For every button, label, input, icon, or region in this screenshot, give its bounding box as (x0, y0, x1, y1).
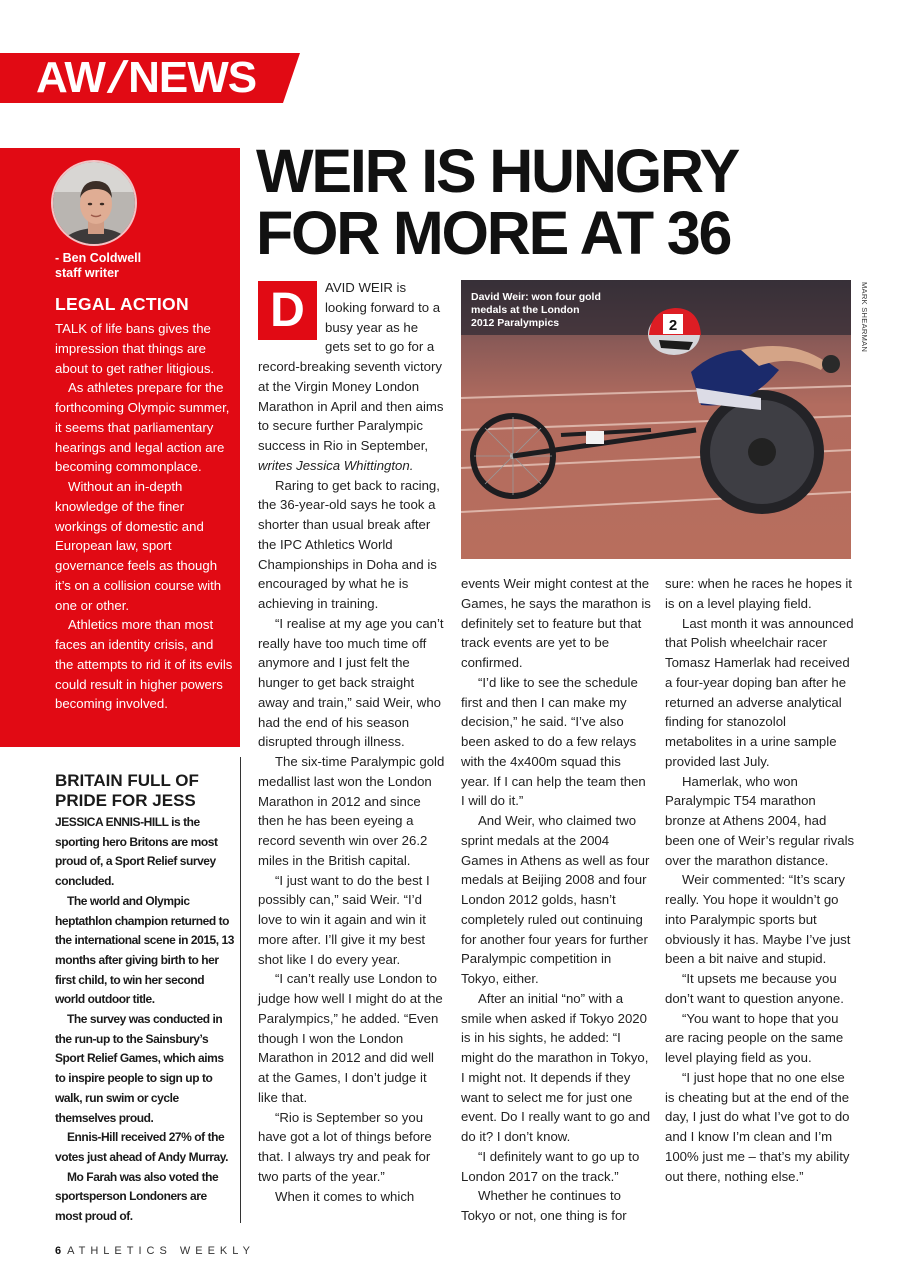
lead-paragraph: AVID WEIR is looking forward to a busy year as he gets set to go for a (325, 280, 441, 355)
article-paragraph: “I definitely want to go up to London 2017 on the track.” (461, 1148, 640, 1184)
slash-divider: / (103, 53, 131, 102)
brief-body (55, 813, 235, 1227)
lead-continuation (258, 357, 448, 476)
author-role: staff writer (55, 266, 119, 280)
article-paragraph: Whether he continues to Tokyo or not, one thing is for (461, 1188, 627, 1223)
sidebar-body (55, 319, 233, 714)
article-headline (256, 137, 739, 267)
article-paragraph: Raring to get back to racing, the 36-year-old says he took a shorter than usual break after the IPC Athletics World Championships in Doha and is encouraged by what he is achieving in training. (258, 477, 440, 611)
article-paragraph: sure: when he races he hopes it is on a level playing field. (665, 576, 852, 611)
lead-text: record-breaking seventh victory at the Virgin Money London Marathon in April and then aims to secure further Paralympic success in Rio in September, (258, 359, 444, 453)
article-paragraph: Weir commented: “It’s scary really. You hope it wouldn’t go into Paralympic sports but obviously it has. Maybe I’ve just been a bit naive and stupid. (665, 872, 851, 967)
article-column-2 (461, 574, 651, 1226)
article-paragraph: The six-time Paralympic gold medallist last won the London Marathon in 2012 and since then he has been eyeing a record seventh win over 26.2 miles in the British capital. (258, 754, 445, 868)
article-paragraph: And Weir, who claimed two sprint medals at the 2004 Games in Athens as well as four medals at Beijing 2008 and four London 2012 golds, hasn’t completely ruled out continuing for another four years for further Paralympic competition in Tokyo, either. (461, 813, 650, 986)
author-byline (55, 251, 141, 281)
sidebar-paragraph: Without an in-depth knowledge of the finer workings of domestic and European law, sport governance feels as though it’s on a collision course with one or other. (55, 479, 222, 613)
article-paragraph: “I just hope that no one else is cheating but at the end of the day, I just do what I’ve got to do and I know I’m clean and I’m 100% just me – that’s my ability out there, nothing else.” (665, 1069, 850, 1184)
article-paragraph: After an initial “no” with a smile when asked if Tokyo 2020 is in his sights, he added: “I might do the marathon in Tokyo, I might not. It depends if they want to select me for just one event. Do I really want to go and do it? I don’t know. (461, 990, 651, 1144)
article-paragraph: “Rio is September so you have got a lot of things before that. I always try and peak for two parts of the year.” (258, 1109, 432, 1184)
article-paragraph: “You want to hope that you are racing people on the same level playing field as you. (665, 1010, 844, 1065)
page-number: 6 (55, 1245, 62, 1257)
article-paragraph: “I realise at my age you can’t really have too much time off anymore and I just felt the hunger to get back straight away and train,” said Weir, who had the end of his season disrupted through illness. (258, 615, 444, 750)
brief-paragraph: JESSICA ENNIS-HILL is the sporting hero Britons are most proud of, a Sport Relief survey concluded. (55, 815, 218, 889)
section-label: NEWS (128, 53, 257, 102)
article-paragraph: Last month it was announced that Polish wheelchair racer Tomasz Hamerlak had received a four-year doping ban after he returned an adverse analytical finding for stanozolol metabolites in a urine sample provided last July. (665, 615, 854, 769)
article-paragraph: Hamerlak, who won Paralympic T54 marathon bronze at Athens 2004, had been one of Weir’s regular rivals over the marathon distance. (665, 773, 855, 868)
article-paragraph: When it comes to which (275, 1188, 415, 1204)
photo-caption: David Weir: won four gold medals at the London 2012 Paralympics (471, 291, 601, 329)
drop-cap: D (258, 281, 317, 340)
author-name: - Ben Coldwell (55, 251, 142, 265)
brief-paragraph: Mo Farah was also voted the sportsperson Londoners are most proud of. (55, 1169, 219, 1224)
publication-name: ATHLETICS WEEKLY (67, 1245, 255, 1257)
column-divider (240, 757, 241, 1223)
brief-paragraph: The world and Olympic heptathlon champion returned to the international scene in 2015, 13 months after giving birth to her first child, to win her second world outdoor title. (55, 893, 234, 1007)
headline-line: FOR MORE AT 36 (256, 199, 731, 267)
lead-narrow (325, 278, 441, 357)
sidebar-paragraph: As athletes prepare for the forthcoming Olympic summer, it seems that parliamentary hearings and legal action are becoming commonplace. (55, 380, 230, 475)
page-footer (55, 1245, 255, 1257)
bib-number: 2 (668, 317, 678, 334)
article-paragraph: events Weir might contest at the Games, he says the marathon is definitely set to feature but that track events are yet to be confirmed. (461, 576, 651, 670)
article-paragraph: “I just want to do the best I possibly can,” said Weir. “I’d love to win it again and win it more after. I’ll give it my best shot like I do every year. (258, 872, 430, 967)
sidebar-paragraph: TALK of life bans gives the impression that things are about to get rather litigious. (55, 321, 215, 376)
brief-paragraph: The survey was conducted in the run-up to the Sainsbury’s Sport Relief Games, which aims to inspire people to sign up to walk, run swim or cycle themselves proud. (55, 1012, 224, 1125)
masthead-banner (0, 53, 300, 103)
article-column-3 (665, 574, 857, 1186)
article-column-1 (258, 357, 448, 1206)
article-paragraph: “It upsets me because you don’t want to question anyone. (665, 971, 844, 1006)
masthead-logo[interactable] (36, 55, 256, 101)
sidebar-paragraph: Athletics more than most faces an identity crisis, and the attempts to rid it of its evils could result in higher powers becoming involved. (55, 617, 233, 712)
article-paragraph: “I’d like to see the schedule first and then I can make my decision,” he said. “I’ve also been asked to do a few relays with the 4x400m squad this year. If I can help the team then I will do it.” (461, 674, 646, 809)
brief-heading: BRITAIN FULL OF PRIDE FOR JESS (55, 771, 199, 810)
author-portrait-icon (53, 162, 137, 246)
avatar (51, 160, 137, 246)
brief-paragraph: Ennis-Hill received 27% of the votes just ahead of Andy Murray. (55, 1130, 228, 1164)
columnist-sidebar (0, 148, 240, 747)
headline-line: WEIR IS HUNGRY (256, 137, 739, 205)
photo-credit: MARK SHEARMAN (860, 282, 869, 353)
sidebar-heading: LEGAL ACTION (55, 294, 189, 314)
brand-logo: AW (36, 53, 105, 102)
lead-writer: writes Jessica Whittington. (258, 457, 414, 473)
article-paragraph: “I can’t really use London to judge how well I might do at the Paralympics,” he added. “Even though I won the London Marathon in 2012 and did well at the Games, I don’t judge it like that. (258, 971, 443, 1105)
